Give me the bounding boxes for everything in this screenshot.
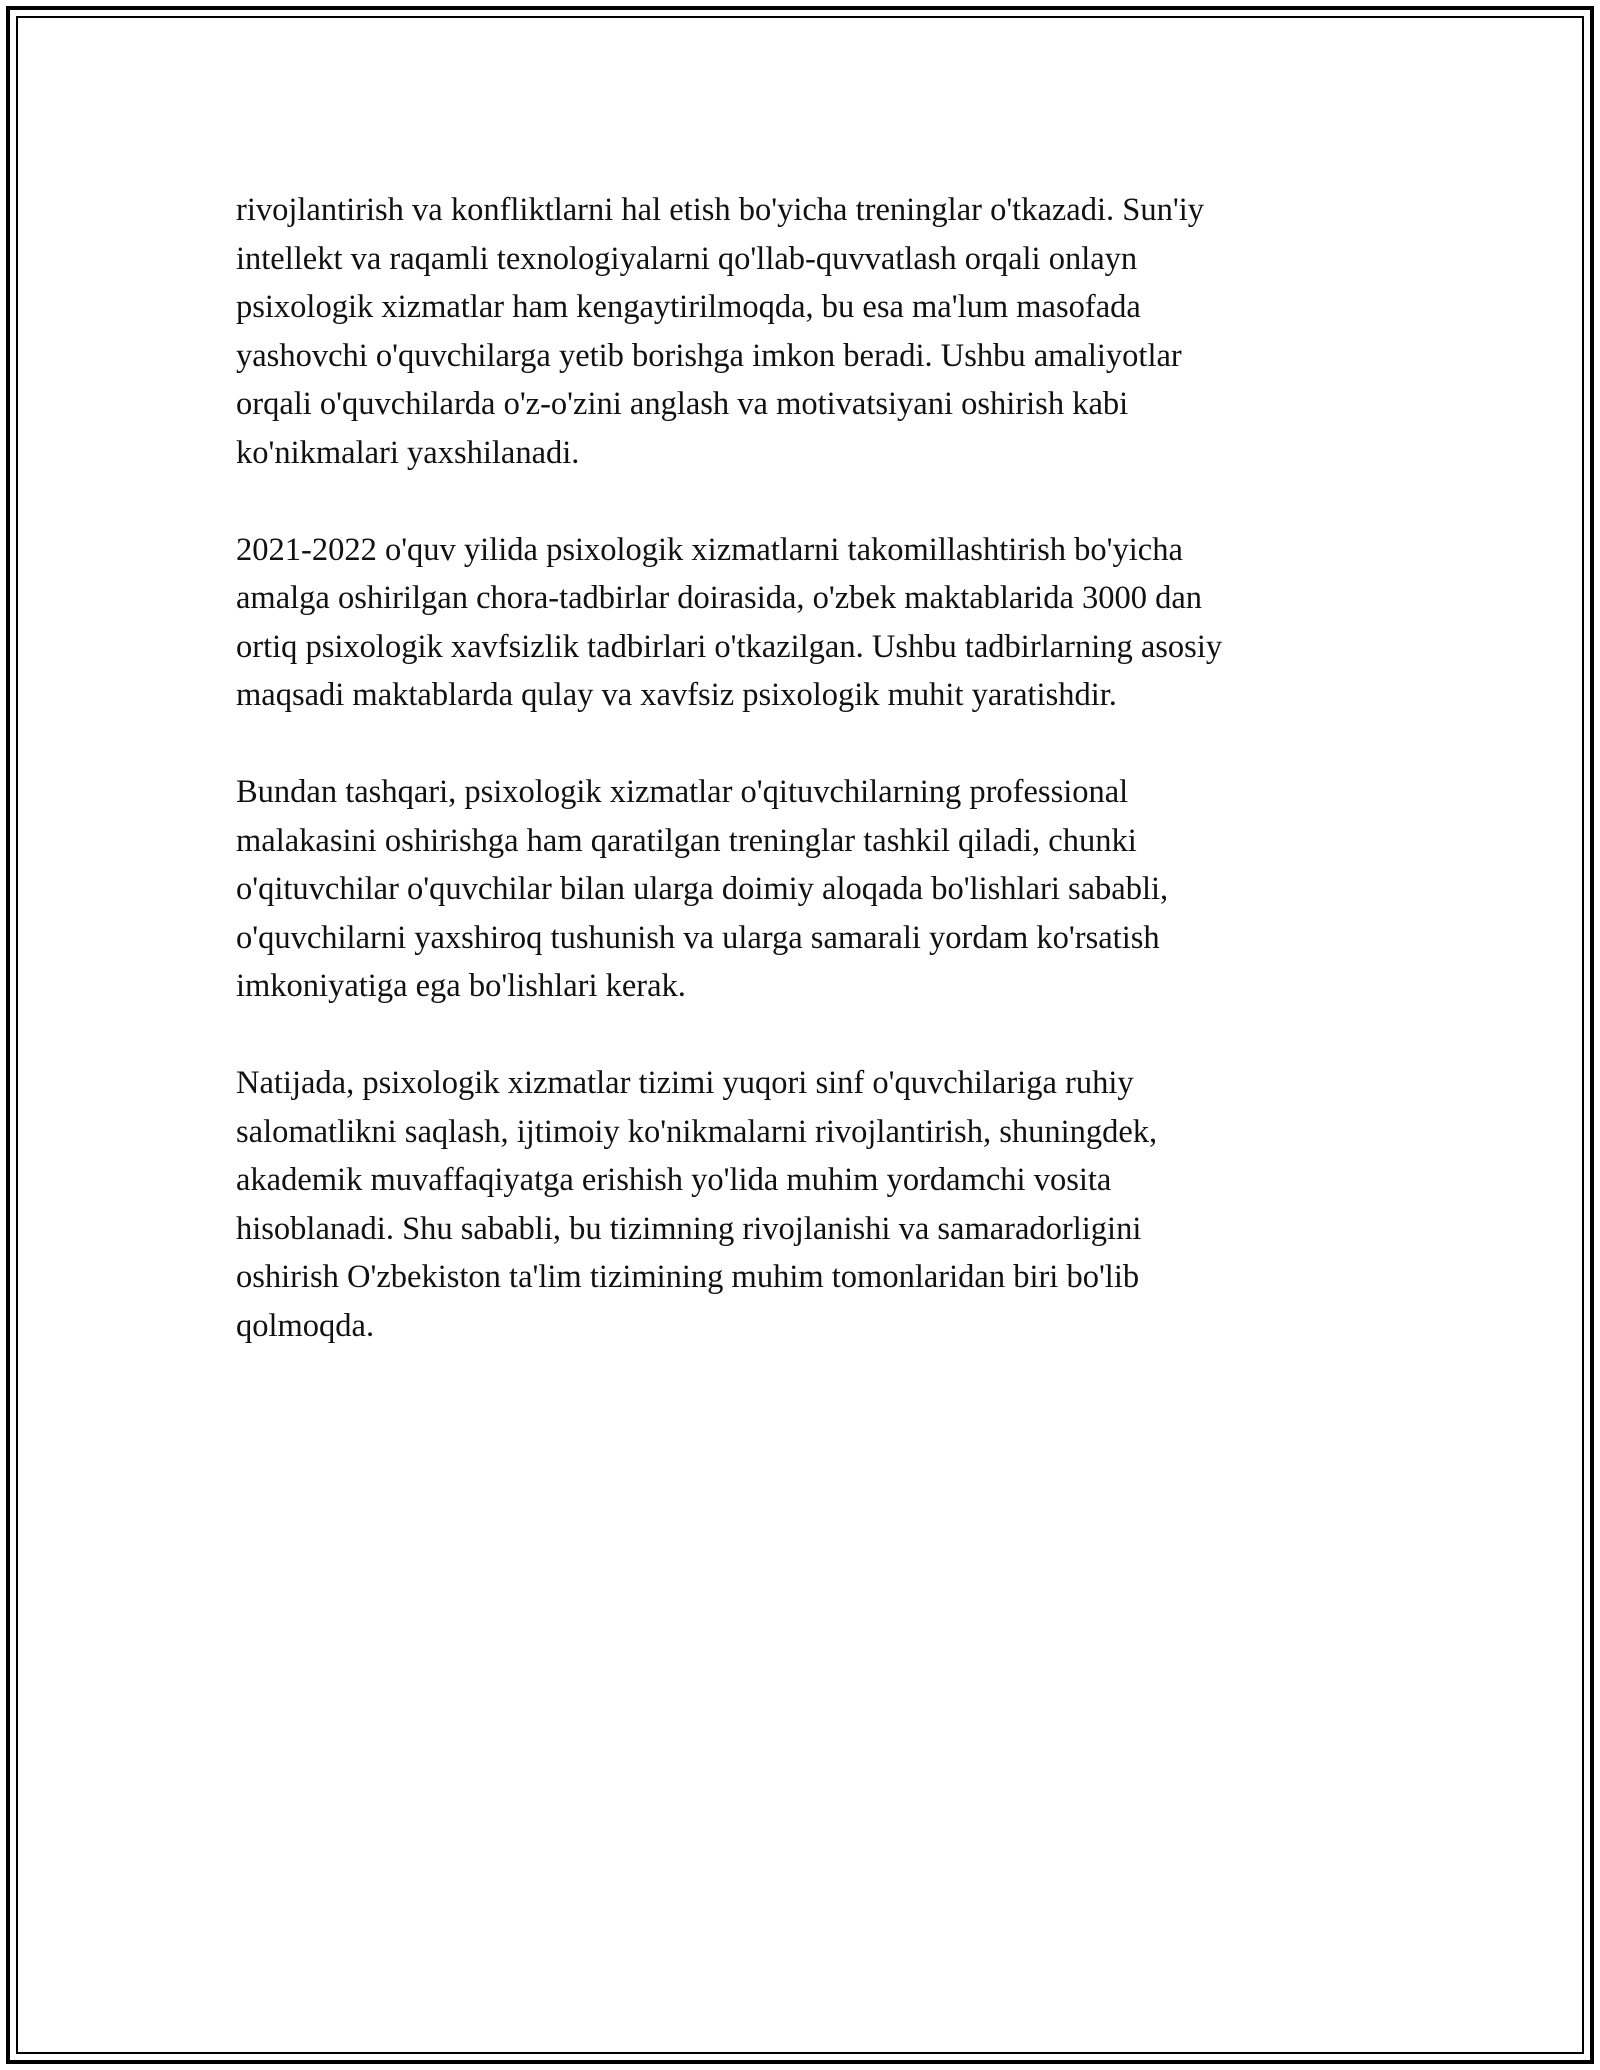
text-line: ortiq psixologik xavfsizlik tadbirlari o'tkazilgan. Ushbu tadbirlarning asosiy	[236, 628, 1223, 665]
text-line: 2021-2022 o'quv yilida psixologik xizmatlarni takomillashtirish bo'yicha	[236, 531, 1183, 568]
text-line: psixologik xizmatlar ham kengaytirilmoqda, bu esa ma'lum masofada	[236, 289, 1141, 325]
text-line: salomatlikni saqlash, ijtimoiy ko'nikmalarni rivojlantirish, shuningdek,	[236, 1113, 1158, 1150]
document-body	[236, 186, 1356, 1399]
text-line: ko'nikmalari yaxshilanadi.	[236, 434, 580, 471]
text-line: yashovchi o'quvchilarga yetib borishga imkon beradi. Ushbu amaliyotlar	[236, 337, 1182, 374]
paragraph-4	[236, 1059, 1356, 1350]
text-line: qolmoqda.	[236, 1307, 375, 1344]
text-line: o'quvchilarni yaxshiroq tushunish va ularga samarali yordam ko'rsatish	[236, 919, 1160, 956]
text-line: intellekt va raqamli texnologiyalarni qo'llab-quvvatlash orqali onlayn	[236, 240, 1138, 277]
paragraph-2	[236, 526, 1356, 720]
text-line: Natijada, psixologik xizmatlar tizimi yuqori sinf o'quvchilariga ruhiy	[236, 1065, 1134, 1101]
paragraph-3	[236, 768, 1356, 1011]
text-line: orqali o'quvchilarda o'z-o'zini anglash va motivatsiyani oshirish kabi	[236, 386, 1129, 422]
text-line: rivojlantirish va konfliktlarni hal etish bo'yicha treninglar o'tkazadi. Sun'iy	[236, 192, 1204, 228]
text-line: o'qituvchilar o'quvchilar bilan ularga doimiy aloqada bo'lishlari sababli,	[236, 871, 1169, 907]
text-line: imkoniyatiga ega bo'lishlari kerak.	[236, 968, 686, 1004]
text-line: maqsadi maktablarda qulay va xavfsiz psixologik muhit yaratishdir.	[236, 677, 1117, 713]
text-line: hisoblanadi. Shu sababli, bu tizimning rivojlanishi va samaradorligini	[236, 1210, 1142, 1247]
text-line: malakasini oshirishga ham qaratilgan treninglar tashkil qiladi, chunki	[236, 822, 1137, 859]
text-line: akademik muvaffaqiyatga erishish yo'lida muhim yordamchi vosita	[236, 1162, 1112, 1198]
paragraph-1	[236, 186, 1356, 477]
text-line: oshirish O'zbekiston ta'lim tizimining muhim tomonlaridan biri bo'lib	[236, 1259, 1140, 1295]
text-line: amalga oshirilgan chora-tadbirlar doirasida, o'zbek maktablarida 3000 dan	[236, 580, 1203, 616]
text-line: Bundan tashqari, psixologik xizmatlar o'qituvchilarning professional	[236, 774, 1129, 810]
